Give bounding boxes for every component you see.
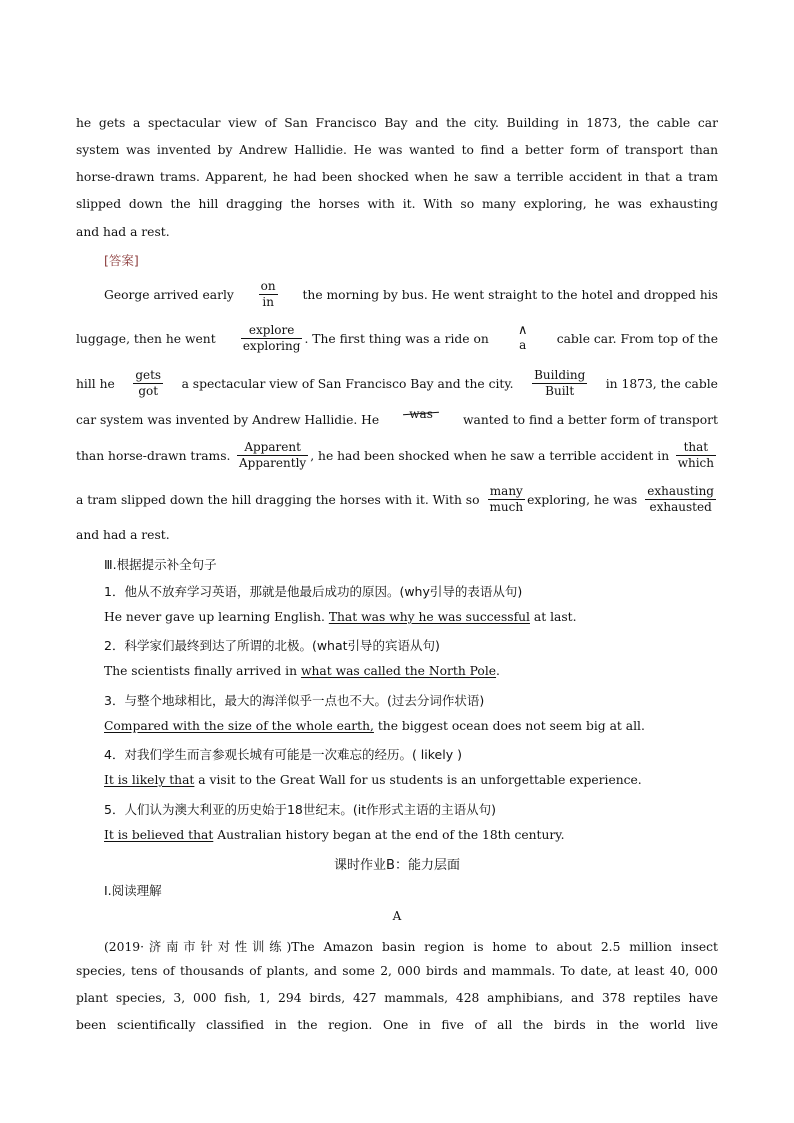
answer-text: wanted to find a better form of transport bbox=[462, 413, 718, 427]
answer-line bbox=[76, 368, 718, 399]
answer-post: Australian history began at the end of the 18th century. bbox=[213, 828, 565, 842]
correction-fix: exhausted bbox=[649, 500, 712, 514]
correction-original: Building bbox=[534, 368, 586, 382]
correction-original: on bbox=[260, 279, 276, 293]
answer-text: hill he bbox=[76, 376, 115, 391]
answer-line bbox=[76, 323, 718, 354]
passage-line: system was invented by Andrew Hallidie. He was wanted to find a better form of transport than bbox=[76, 143, 718, 157]
correction-fix: Built bbox=[545, 384, 575, 398]
answer-text: George arrived early bbox=[104, 287, 234, 302]
correction-fraction bbox=[488, 484, 526, 515]
inserted-word: a bbox=[519, 338, 527, 353]
correction-fraction bbox=[645, 484, 716, 515]
exercise-prompt: 2．科学家们最终到达了所谓的北极。(what引导的宾语从句) bbox=[104, 638, 440, 653]
section-heading: Ⅲ.根据提示补全句子 bbox=[104, 557, 217, 572]
answer-post: at last. bbox=[529, 610, 577, 624]
deletion-mark bbox=[409, 407, 433, 427]
passage-line: species, tens of thousands of plants, and some 2, 000 birds and mammals. To date, at least 40, 000 bbox=[76, 964, 718, 978]
passage-line: been scientifically classified in the region. One in five of all the birds in the world live bbox=[76, 1018, 718, 1032]
correction-original: gets bbox=[135, 368, 162, 382]
answer-post: the biggest ocean does not seem big at all. bbox=[373, 719, 645, 733]
section-heading: Ⅰ.阅读理解 bbox=[104, 883, 162, 898]
answer-line: and had a rest. bbox=[76, 528, 170, 542]
answer-pre: The scientists finally arrived in bbox=[104, 664, 301, 678]
answer-text: , he had been shocked when he saw a terrible accident in bbox=[310, 448, 670, 463]
answer-text: in 1873, the cable bbox=[605, 376, 718, 391]
correction-original: Apparent bbox=[237, 440, 308, 456]
correction-original: many bbox=[488, 484, 526, 500]
correction-fix: Apparently bbox=[239, 456, 307, 470]
correction-fraction bbox=[133, 368, 163, 399]
answer-post: a visit to the Great Wall for us students is an unforgettable experience. bbox=[194, 773, 642, 787]
answer-text: car system was invented by Andrew Hallidie. He bbox=[76, 413, 380, 427]
correction-fraction bbox=[259, 279, 278, 310]
exercise-answer bbox=[104, 719, 718, 733]
answer-text: cable car. From top of the bbox=[556, 331, 718, 346]
answer-fill: It is likely that bbox=[104, 773, 195, 787]
passage-line: horse-drawn trams. Apparent, he had been shocked when he saw a terrible accident in that a tram bbox=[76, 170, 718, 184]
passage-label: A bbox=[392, 909, 402, 923]
correction-original: explore bbox=[241, 323, 303, 339]
answer-label: [答案] bbox=[104, 253, 139, 268]
answer-text: exploring, he was bbox=[527, 492, 638, 507]
answer-text: luggage, then he went bbox=[76, 331, 216, 346]
exercise-answer bbox=[104, 773, 718, 787]
correction-original: that bbox=[676, 440, 716, 456]
correction-fraction bbox=[237, 440, 308, 471]
correction-fix: which bbox=[677, 456, 714, 470]
answer-line bbox=[76, 407, 718, 427]
correction-fix: much bbox=[489, 500, 524, 514]
answer-text: the morning by bus. He went straight to the hotel and dropped his bbox=[302, 287, 718, 302]
answer-line bbox=[76, 484, 718, 515]
exercise-prompt: 5．人们认为澳大利亚的历史始于18世纪末。(it作形式主语的主语从句) bbox=[104, 802, 496, 817]
passage-line: slipped down the hill dragging the horses with it. With so many exploring, he was exhausting bbox=[76, 197, 718, 211]
answer-fill: what was called the North Pole bbox=[300, 664, 497, 678]
answer-text: than horse-drawn trams. bbox=[76, 448, 231, 463]
exercise-prompt: 4．对我们学生而言参观长城有可能是一次难忘的经历。( likely ) bbox=[104, 747, 462, 762]
passage-line: and had a rest. bbox=[76, 225, 170, 239]
passage-line: he gets a spectacular view of San Francisco Bay and the city. Building in 1873, the cable car bbox=[76, 116, 718, 130]
exercise-answer bbox=[104, 610, 718, 624]
answer-post: . bbox=[496, 664, 500, 678]
answer-line bbox=[104, 279, 718, 310]
deleted-word: was bbox=[409, 407, 433, 421]
exercise-prompt: 3．与整个地球相比，最大的海洋似乎一点也不大。(过去分词作状语) bbox=[104, 693, 485, 708]
answer-fill: Compared with the size of the whole earth, bbox=[104, 719, 374, 733]
homework-title: 课时作业B：能力层面 bbox=[334, 858, 460, 873]
correction-fix: in bbox=[262, 295, 274, 309]
answer-line bbox=[76, 440, 718, 471]
correction-fraction bbox=[532, 368, 587, 399]
correction-fraction bbox=[241, 323, 303, 354]
caret-icon: ∧ bbox=[518, 323, 528, 339]
answer-text: a spectacular view of San Francisco Bay and the city. bbox=[181, 376, 514, 391]
correction-fix: exploring bbox=[242, 339, 301, 353]
correction-fraction bbox=[676, 440, 716, 471]
answer-fill: It is believed that bbox=[104, 828, 214, 842]
exercise-answer bbox=[104, 828, 718, 842]
correction-fix: got bbox=[138, 384, 159, 398]
exercise-prompt: 1．他从不放弃学习英语，那就是他最后成功的原因。(why引导的表语从句) bbox=[104, 584, 523, 599]
exercise-answer bbox=[104, 664, 718, 678]
passage-line: plant species, 3, 000 fish, 1, 294 birds, 427 mammals, 428 amphibians, and 378 reptiles have bbox=[76, 991, 718, 1005]
insertion-mark bbox=[518, 324, 528, 353]
correction-original: exhausting bbox=[647, 484, 714, 498]
passage-line: (2019·济南市针对性训练)The Amazon basin region is home to about 2.5 million insect bbox=[104, 940, 718, 954]
answer-fill: That was why he was successful bbox=[328, 610, 530, 624]
answer-pre: He never gave up learning English. bbox=[104, 610, 329, 624]
answer-text: . The first thing was a ride on bbox=[304, 331, 489, 346]
answer-text: a tram slipped down the hill dragging the horses with it. With so bbox=[76, 492, 480, 507]
